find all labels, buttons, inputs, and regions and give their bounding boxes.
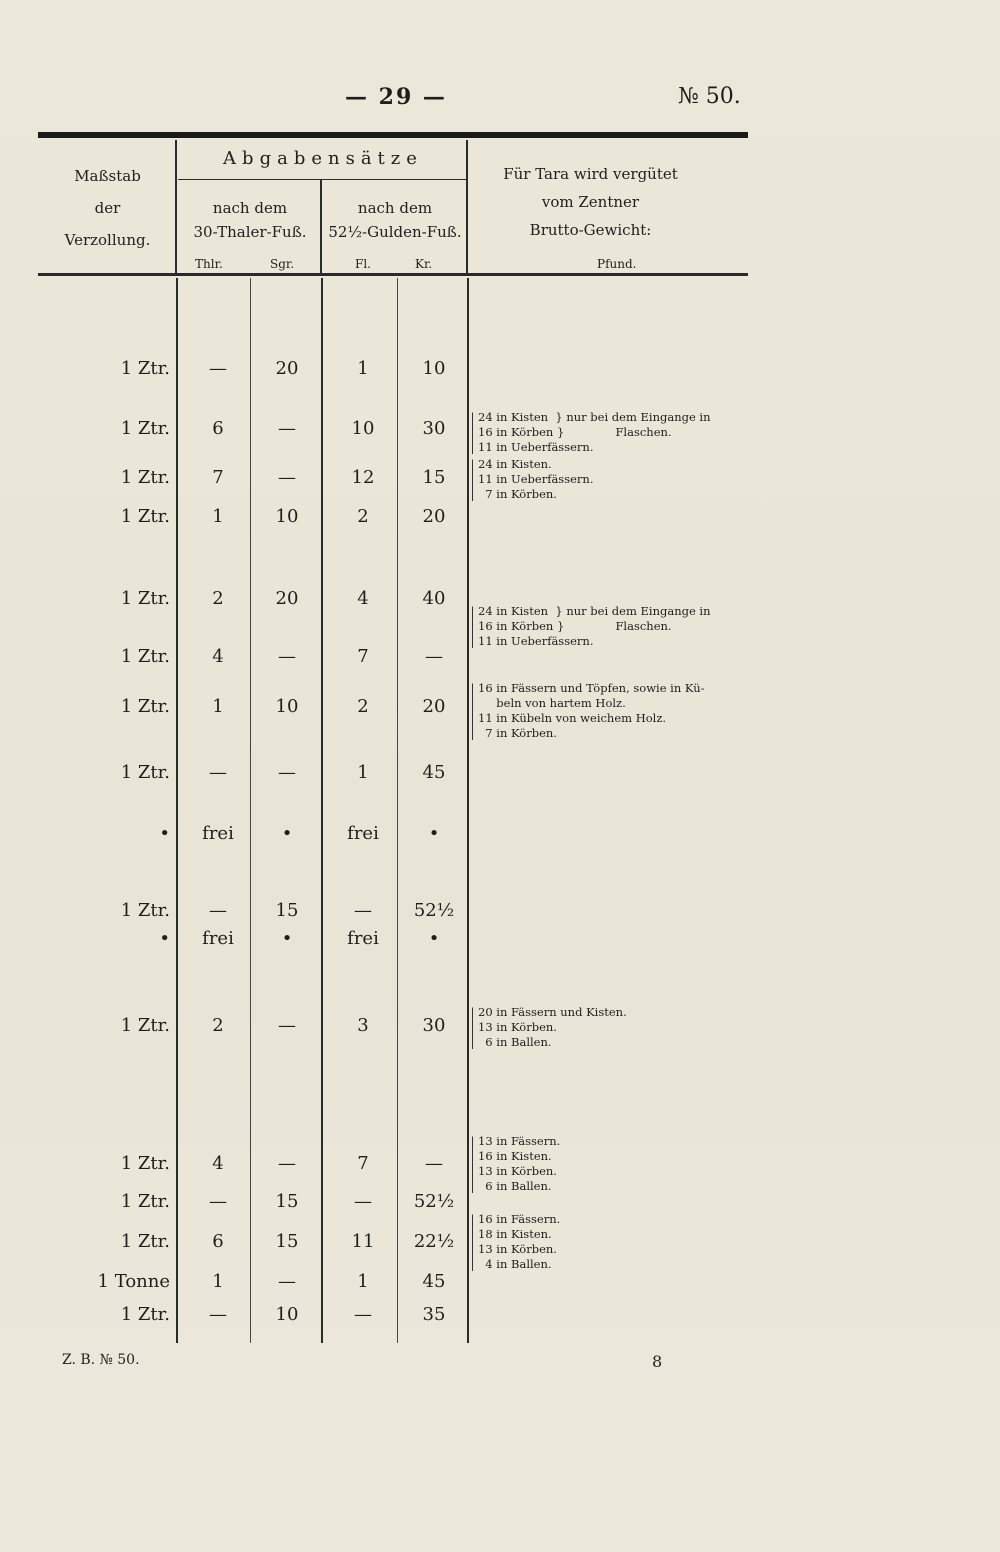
- column-header-tara: [478, 160, 703, 244]
- header-line: vom Zentner: [541, 193, 640, 211]
- row-cell-thlr: —: [209, 762, 227, 783]
- row-unit: 1 Ztr.: [120, 1231, 170, 1252]
- row-cell-kr: 22½: [413, 1231, 455, 1252]
- body-divider: [397, 278, 398, 1343]
- row-cell-fl: 2: [357, 696, 369, 717]
- row-cell-fl: 1: [357, 1271, 369, 1292]
- row-unit: 1 Ztr.: [120, 1015, 170, 1036]
- row-cell-kr: —: [425, 646, 443, 667]
- row-cell-thlr: 4: [212, 646, 224, 667]
- row-cell-kr: 52½: [413, 900, 455, 921]
- body-divider: [467, 278, 469, 1343]
- brace-mark: [472, 1007, 476, 1049]
- unit-label-kr: Kr.: [415, 257, 433, 271]
- row-cell-fl: 2: [357, 506, 369, 527]
- row-cell-thlr: frei: [202, 928, 234, 949]
- row-cell-thlr: —: [209, 900, 227, 921]
- top-rule: [38, 132, 748, 138]
- row-cell-fl: 1: [357, 358, 369, 379]
- row-cell-sgr: —: [278, 418, 296, 439]
- row-unit: 1 Ztr.: [120, 696, 170, 717]
- row-cell-thlr: 1: [212, 506, 224, 527]
- row-cell-kr: 45: [422, 762, 446, 783]
- body-divider: [176, 278, 178, 1343]
- header-line: Verzollung.: [64, 231, 151, 249]
- tara-note-line: 4 in Ballen.: [478, 1257, 552, 1271]
- row-cell-thlr: 2: [212, 1015, 224, 1036]
- row-cell-sgr: 10: [275, 506, 299, 527]
- row-cell-thlr: 6: [212, 418, 224, 439]
- row-cell-sgr: •: [281, 928, 293, 949]
- brace-mark: [472, 459, 476, 501]
- row-cell-sgr: 15: [275, 1231, 299, 1252]
- tara-note-line: 16 in Fässern.: [478, 1212, 561, 1226]
- row-cell-sgr: •: [281, 823, 293, 844]
- tara-note-line: 16 in Fässern und Töpfen, sowie in Kü-: [478, 681, 705, 695]
- row-cell-kr: 20: [422, 696, 446, 717]
- row-cell-thlr: —: [209, 1191, 227, 1212]
- row-cell-sgr: 10: [275, 1304, 299, 1325]
- column-header-massstab: [40, 160, 175, 256]
- row-cell-sgr: —: [278, 467, 296, 488]
- body-divider: [321, 278, 323, 1343]
- row-cell-sgr: —: [278, 646, 296, 667]
- header-line: Für Tara wird vergütet: [503, 165, 678, 183]
- tara-note-line: 11 in Ueberfässern.: [478, 472, 594, 486]
- row-unit: 1 Ztr.: [120, 467, 170, 488]
- tara-note-line: 13 in Körben.: [478, 1164, 557, 1178]
- row-cell-thlr: 4: [212, 1153, 224, 1174]
- column-header-thaler: [180, 196, 320, 244]
- row-cell-fl: —: [354, 1191, 372, 1212]
- tara-note-line: 24 in Kisten.: [478, 457, 552, 471]
- tara-note-line: 16 in Körben } Flaschen.: [478, 425, 672, 439]
- row-cell-kr: 45: [422, 1271, 446, 1292]
- row-cell-fl: 12: [351, 467, 375, 488]
- footer-signature: Z. B. № 50.: [62, 1352, 140, 1368]
- tara-note-line: 11 in Kübeln von weichem Holz.: [478, 711, 667, 725]
- row-cell-kr: 30: [422, 1015, 446, 1036]
- row-cell-kr: 35: [422, 1304, 446, 1325]
- row-cell-sgr: 10: [275, 696, 299, 717]
- row-cell-kr: 20: [422, 506, 446, 527]
- tara-note-line: 16 in Kisten.: [478, 1149, 552, 1163]
- tara-note-line: 13 in Fässern.: [478, 1134, 561, 1148]
- tara-note-line: beln von hartem Holz.: [478, 696, 626, 710]
- row-cell-fl: 10: [351, 418, 375, 439]
- tara-note-line: 24 in Kisten } nur bei dem Eingange in: [478, 410, 711, 424]
- row-cell-fl: —: [354, 1304, 372, 1325]
- unit-label-fl: Fl.: [355, 257, 371, 271]
- header-line: Maßstab: [74, 167, 141, 185]
- row-cell-kr: 52½: [413, 1191, 455, 1212]
- row-cell-fl: frei: [347, 928, 379, 949]
- row-cell-fl: 1: [357, 762, 369, 783]
- tara-note-line: 24 in Kisten } nur bei dem Eingange in: [478, 604, 711, 618]
- row-unit: 1 Ztr.: [120, 1304, 170, 1325]
- row-cell-fl: 11: [351, 1231, 375, 1252]
- row-cell-sgr: 20: [275, 358, 299, 379]
- unit-label-thlr: Thlr.: [195, 257, 223, 271]
- tara-note-line: 6 in Ballen.: [478, 1179, 552, 1193]
- column-header-gulden: [324, 196, 466, 244]
- row-cell-sgr: —: [278, 1153, 296, 1174]
- row-cell-thlr: frei: [202, 823, 234, 844]
- row-cell-fl: frei: [347, 823, 379, 844]
- unit-label-sgr: Sgr.: [270, 257, 295, 271]
- page-number: — 29 —: [345, 84, 447, 110]
- row-cell-kr: 30: [422, 418, 446, 439]
- row-cell-kr: •: [428, 928, 440, 949]
- header-divider: [320, 180, 322, 275]
- row-cell-kr: 15: [422, 467, 446, 488]
- row-unit: 1 Ztr.: [120, 1191, 170, 1212]
- row-unit: 1 Ztr.: [120, 1153, 170, 1174]
- row-unit: 1 Ztr.: [120, 358, 170, 379]
- row-unit: 1 Ztr.: [120, 900, 170, 921]
- row-unit: •: [159, 823, 170, 844]
- document-number: № 50.: [678, 84, 741, 109]
- header-divider: [175, 140, 177, 275]
- brace-mark: [472, 1214, 476, 1271]
- row-cell-kr: 10: [422, 358, 446, 379]
- tara-note-line: 6 in Ballen.: [478, 1035, 552, 1049]
- header-line: 30-Thaler-Fuß.: [193, 223, 307, 241]
- row-cell-thlr: —: [209, 1304, 227, 1325]
- tara-note-line: 20 in Fässern und Kisten.: [478, 1005, 627, 1019]
- row-cell-sgr: —: [278, 1271, 296, 1292]
- row-cell-thlr: 2: [212, 588, 224, 609]
- row-cell-thlr: 1: [212, 696, 224, 717]
- header-line: Brutto-Gewicht:: [529, 221, 652, 239]
- row-cell-kr: —: [425, 1153, 443, 1174]
- row-cell-fl: 3: [357, 1015, 369, 1036]
- header-divider: [466, 140, 468, 275]
- row-cell-thlr: 6: [212, 1231, 224, 1252]
- row-cell-fl: 4: [357, 588, 369, 609]
- body-divider: [250, 278, 251, 1343]
- row-cell-kr: •: [428, 823, 440, 844]
- header-bottom-rule: [38, 273, 748, 276]
- unit-label-pfund: Pfund.: [597, 257, 637, 271]
- tara-note-line: 18 in Kisten.: [478, 1227, 552, 1241]
- row-unit: 1 Ztr.: [120, 506, 170, 527]
- row-cell-fl: —: [354, 900, 372, 921]
- row-cell-thlr: 1: [212, 1271, 224, 1292]
- header-line: nach dem: [212, 199, 288, 217]
- row-unit: 1 Ztr.: [120, 588, 170, 609]
- row-cell-kr: 40: [422, 588, 446, 609]
- row-cell-sgr: 15: [275, 900, 299, 921]
- header-line: nach dem: [357, 199, 433, 217]
- tara-note-line: 13 in Körben.: [478, 1020, 557, 1034]
- row-cell-sgr: —: [278, 762, 296, 783]
- row-cell-sgr: —: [278, 1015, 296, 1036]
- tara-note-line: 13 in Körben.: [478, 1242, 557, 1256]
- row-cell-thlr: 7: [212, 467, 224, 488]
- tara-note-line: 11 in Ueberfässern.: [478, 440, 594, 454]
- header-subrule: [178, 179, 466, 180]
- tara-note-line: 7 in Körben.: [478, 487, 557, 501]
- header-line: 52½-Gulden-Fuß.: [328, 223, 462, 241]
- brace-mark: [472, 606, 476, 648]
- header-line: der: [94, 199, 121, 217]
- row-unit: 1 Ztr.: [120, 762, 170, 783]
- brace-mark: [472, 412, 476, 454]
- row-cell-sgr: 20: [275, 588, 299, 609]
- row-cell-fl: 7: [357, 646, 369, 667]
- row-unit: 1 Tonne: [97, 1271, 170, 1292]
- column-header-abgabensaetze: Abgabensätze: [223, 148, 423, 169]
- row-unit: 1 Ztr.: [120, 418, 170, 439]
- row-cell-fl: 7: [357, 1153, 369, 1174]
- tara-note-line: 16 in Körben } Flaschen.: [478, 619, 672, 633]
- row-cell-thlr: —: [209, 358, 227, 379]
- tara-note-line: 11 in Ueberfässern.: [478, 634, 594, 648]
- brace-mark: [472, 1136, 476, 1193]
- row-unit: •: [159, 928, 170, 949]
- brace-mark: [472, 683, 476, 740]
- row-cell-sgr: 15: [275, 1191, 299, 1212]
- row-unit: 1 Ztr.: [120, 646, 170, 667]
- footer-sheet-number: 8: [652, 1352, 663, 1371]
- tara-note-line: 7 in Körben.: [478, 726, 557, 740]
